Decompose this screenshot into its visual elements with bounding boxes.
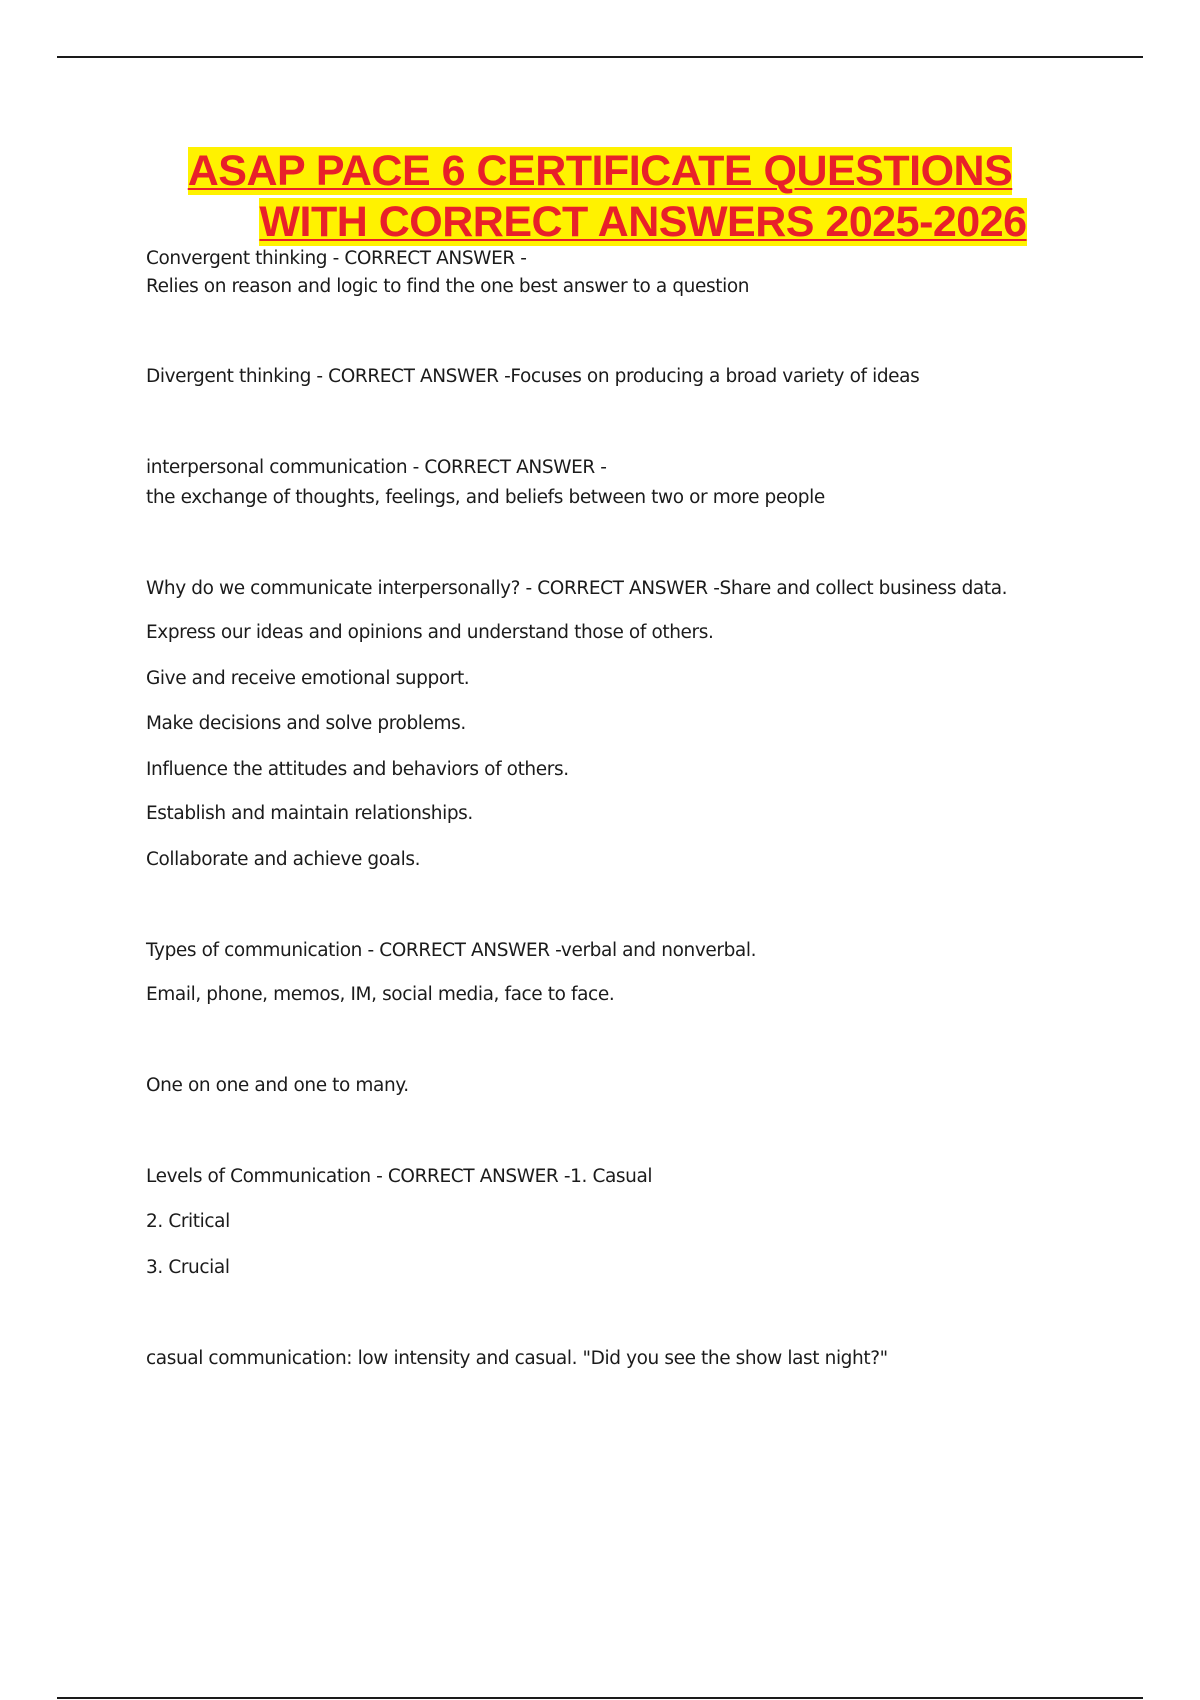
title-line-2: WITH CORRECT ANSWERS 2025-2026 <box>259 198 1027 246</box>
title-line-1: ASAP PACE 6 CERTIFICATE QUESTIONS <box>187 147 1013 195</box>
question-convergent-thinking: Convergent thinking - CORRECT ANSWER - <box>146 248 527 269</box>
answer-line: One on one and one to many. <box>146 1075 409 1096</box>
answer-line: Express our ideas and opinions and understand those of others. <box>146 622 714 643</box>
document-title <box>0 146 1200 248</box>
answer-line: Establish and maintain relationships. <box>146 803 473 824</box>
answer-line: Collaborate and achieve goals. <box>146 849 421 870</box>
page-top-rule <box>57 56 1143 58</box>
question-interpersonal-communication: interpersonal communication - CORRECT ANSWER - <box>146 457 607 478</box>
question-types-of-communication: Types of communication - CORRECT ANSWER -verbal and nonverbal. <box>146 940 757 961</box>
casual-communication-note: casual communication: low intensity and casual. "Did you see the show last night?" <box>146 1348 888 1369</box>
page-bottom-rule <box>57 1697 1143 1699</box>
answer-line: Email, phone, memos, IM, social media, face to face. <box>146 984 615 1005</box>
answer-line: 2. Critical <box>146 1211 230 1232</box>
answer-line: Influence the attitudes and behaviors of others. <box>146 759 569 780</box>
question-divergent-thinking: Divergent thinking - CORRECT ANSWER -Focuses on producing a broad variety of ideas <box>146 366 920 387</box>
answer-convergent-thinking: Relies on reason and logic to find the one best answer to a question <box>146 276 750 297</box>
answer-interpersonal-communication: the exchange of thoughts, feelings, and beliefs between two or more people <box>146 487 825 508</box>
answer-line: 3. Crucial <box>146 1257 230 1278</box>
answer-line: Give and receive emotional support. <box>146 668 470 689</box>
answer-line: Make decisions and solve problems. <box>146 713 466 734</box>
question-levels-of-communication: Levels of Communication - CORRECT ANSWER -1. Casual <box>146 1166 653 1187</box>
question-why-communicate: Why do we communicate interpersonally? - CORRECT ANSWER -Share and collect business data. <box>146 578 1008 599</box>
